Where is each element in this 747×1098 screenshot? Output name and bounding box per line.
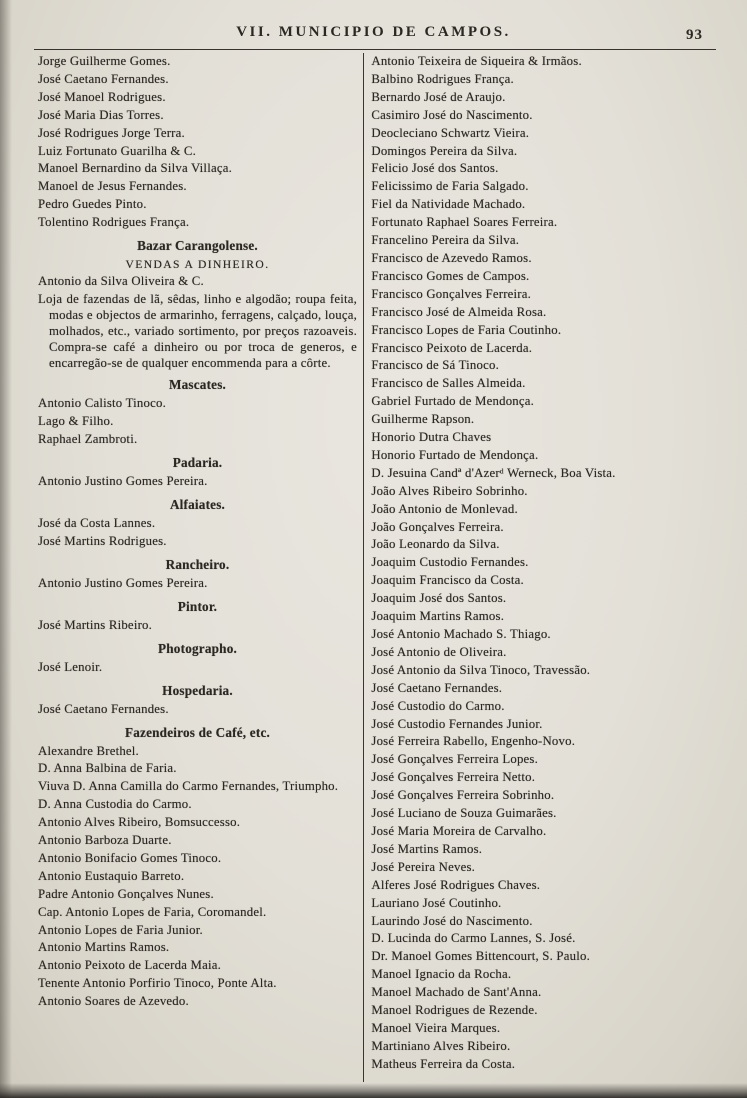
directory-entry: D. Jesuina Candª d'Azerᵈ Werneck, Boa Vista. bbox=[371, 465, 616, 480]
directory-entry: Antonio Teixeira de Siqueira & Irmãos. bbox=[371, 54, 582, 68]
section-heading: Padaria. bbox=[172, 455, 223, 471]
directory-entry: José Ferreira Rabello, Engenho-Novo. bbox=[371, 734, 576, 749]
section-heading: Bazar Carangolense. bbox=[137, 238, 258, 254]
directory-entry: Manoel Rodrigues de Rezende. bbox=[371, 1003, 538, 1018]
directory-entry: Francisco José de Almeida Rosa. bbox=[371, 304, 547, 319]
directory-entry: José Maria Moreira de Carvalho. bbox=[371, 823, 547, 838]
directory-entry: José Martins Rodrigues. bbox=[38, 533, 167, 548]
directory-entry: José Pereira Neves. bbox=[371, 859, 476, 874]
directory-entry: José Custodio Fernandes Junior. bbox=[371, 716, 543, 731]
directory-entry: Luiz Fortunato Guarilha & C. bbox=[38, 143, 197, 158]
directory-entry: D. Lucinda do Carmo Lannes, S. José. bbox=[371, 931, 576, 946]
directory-entry: Manoel Bernardino da Silva Villaça. bbox=[38, 161, 232, 176]
right-column bbox=[364, 53, 722, 1082]
directory-entry: Cap. Antonio Lopes de Faria, Coromandel. bbox=[38, 904, 267, 919]
directory-entry: José Custodio do Carmo. bbox=[371, 698, 505, 713]
directory-entry: José Luciano de Souza Guimarães. bbox=[371, 806, 557, 821]
directory-entry: João Antonio de Monlevad. bbox=[371, 501, 518, 516]
directory-entry: Antonio Justino Gomes Pereira. bbox=[38, 474, 208, 489]
directory-entry: José Maria Dias Torres. bbox=[38, 107, 164, 122]
directory-entry: Jorge Guilherme Gomes. bbox=[38, 54, 171, 68]
directory-entry: José Gonçalves Ferreira Lopes. bbox=[371, 752, 539, 767]
directory-entry: Manoel de Jesus Fernandes. bbox=[38, 179, 187, 194]
directory-entry: João Alves Ribeiro Sobrinho. bbox=[371, 483, 528, 498]
left-column bbox=[38, 53, 363, 1082]
section-heading: Photographo. bbox=[158, 640, 237, 656]
directory-entry: Francisco Gonçalves Ferreira. bbox=[371, 286, 532, 301]
description-paragraph: Loja de fazendas de lã, sêdas, linho e algodão; roupa feita, modas e objectos de armarinho, ferragens, calçado, louça, molhados, etc., variado sortimento, por preços razoaveis. Compra-se café a dinheiro ou por troca de generos, e encarregão-se de qualquer encommenda para a côrte. bbox=[38, 291, 357, 371]
directory-entry: João Leonardo da Silva. bbox=[371, 537, 500, 552]
directory-entry: Alferes José Rodrigues Chaves. bbox=[371, 877, 541, 892]
page-number: 93 bbox=[686, 27, 703, 43]
directory-entry: Francisco Peixoto de Lacerda. bbox=[371, 340, 533, 355]
directory-entry: Matheus Ferreira da Costa. bbox=[371, 1056, 516, 1071]
directory-entry: Antonio Soares de Azevedo. bbox=[38, 994, 189, 1009]
directory-entry: José Antonio Machado S. Thiago. bbox=[371, 627, 551, 641]
directory-entry: José Gonçalves Ferreira Netto. bbox=[371, 770, 536, 785]
section-heading: Fazendeiros de Café, etc. bbox=[124, 724, 270, 740]
section-heading: Hospedaria. bbox=[162, 682, 233, 698]
directory-entry: Deocleciano Schwartz Vieira. bbox=[371, 125, 530, 140]
directory-entry: José Rodrigues Jorge Terra. bbox=[38, 125, 185, 140]
directory-entry: Felicissimo de Faria Salgado. bbox=[371, 179, 529, 194]
directory-entry: Francisco de Salles Almeida. bbox=[371, 376, 526, 391]
directory-entry: Honorio Furtado de Mendonça. bbox=[371, 447, 539, 462]
directory-entry: D. Anna Balbina de Faria. bbox=[38, 761, 177, 776]
directory-entry: Raphael Zambroti. bbox=[38, 432, 138, 447]
section-heading: Pintor. bbox=[177, 598, 218, 614]
directory-entry: Gabriel Furtado de Mendonça. bbox=[371, 394, 535, 409]
directory-entry: José da Costa Lannes. bbox=[38, 516, 156, 531]
section-subheading: VENDAS A DINHEIRO. bbox=[125, 258, 270, 272]
directory-entry: Domingos Pereira da Silva. bbox=[371, 143, 518, 158]
directory-entry: José Gonçalves Ferreira Sobrinho. bbox=[371, 788, 555, 803]
directory-entry: Fiel da Natividade Machado. bbox=[371, 197, 526, 212]
directory-entry: Manoel Machado de Sant'Anna. bbox=[371, 985, 542, 1000]
directory-entry: Antonio Bonifacio Gomes Tinoco. bbox=[38, 850, 222, 865]
directory-entry: Casimiro José do Nascimento. bbox=[371, 107, 533, 122]
directory-entry: Antonio Barboza Duarte. bbox=[38, 833, 172, 848]
directory-entry: Francisco de Sá Tinoco. bbox=[371, 358, 499, 373]
directory-entry: José Martins Ramos. bbox=[371, 841, 483, 856]
directory-entry: Tolentino Rodrigues França. bbox=[38, 215, 190, 230]
directory-entry: Guilherme Rapson. bbox=[371, 412, 475, 427]
directory-entry: Lauriano José Coutinho. bbox=[371, 895, 502, 910]
directory-entry: Joaquim Custodio Fernandes. bbox=[371, 555, 529, 570]
directory-entry: José Lenoir. bbox=[38, 659, 103, 674]
directory-entry: João Gonçalves Ferreira. bbox=[371, 519, 504, 534]
directory-entry: Antonio Calisto Tinoco. bbox=[38, 396, 166, 411]
section-heading: Rancheiro. bbox=[165, 556, 230, 572]
directory-entry: Laurindo José do Nascimento. bbox=[371, 913, 533, 928]
directory-entry: José Caetano Fernandes. bbox=[371, 680, 503, 695]
directory-entry: Francelino Pereira da Silva. bbox=[371, 233, 520, 248]
directory-entry: Francisco de Azevedo Ramos. bbox=[371, 250, 532, 265]
directory-entry: Tenente Antonio Porfirio Tinoco, Ponte Alta. bbox=[38, 976, 277, 991]
directory-entry: Joaquim José dos Santos. bbox=[371, 591, 507, 606]
header-rule bbox=[34, 49, 716, 50]
directory-entry: Manoel Ignacio da Rocha. bbox=[371, 967, 512, 982]
two-column-body bbox=[38, 53, 722, 1082]
page-title: VII. MUNICIPIO DE CAMPOS. bbox=[236, 24, 511, 40]
directory-entry: Martiniano Alves Ribeiro. bbox=[371, 1038, 511, 1053]
directory-entry: José Martins Ribeiro. bbox=[38, 617, 153, 632]
directory-entry: Antonio Justino Gomes Pereira. bbox=[38, 575, 208, 590]
directory-entry: Antonio Eustaquio Barreto. bbox=[38, 868, 185, 883]
directory-entry: José Antonio de Oliveira. bbox=[371, 644, 507, 659]
directory-entry: Padre Antonio Gonçalves Nunes. bbox=[38, 886, 214, 901]
directory-entry: Antonio Alves Ribeiro, Bomsuccesso. bbox=[38, 815, 241, 830]
directory-entry: Francisco Gomes de Campos. bbox=[371, 268, 530, 283]
directory-entry: José Caetano Fernandes. bbox=[38, 71, 169, 86]
directory-entry: Antonio Martins Ramos. bbox=[38, 940, 170, 955]
directory-entry: Antonio Lopes de Faria Junior. bbox=[38, 922, 203, 937]
directory-entry: José Caetano Fernandes. bbox=[38, 701, 169, 716]
directory-entry: Bernardo José de Araujo. bbox=[371, 89, 506, 104]
directory-entry: Felicio José dos Santos. bbox=[371, 161, 499, 176]
directory-entry: Antonio da Silva Oliveira & C. bbox=[38, 274, 204, 289]
directory-entry: Manoel Vieira Marques. bbox=[371, 1020, 501, 1035]
section-heading: Alfaiates. bbox=[169, 497, 226, 513]
directory-entry: Lago & Filho. bbox=[38, 414, 114, 429]
directory-entry: D. Anna Custodia do Carmo. bbox=[38, 797, 192, 812]
directory-entry: Honorio Dutra Chaves bbox=[371, 430, 492, 445]
directory-entry: José Manoel Rodrigues. bbox=[38, 89, 166, 104]
section-heading: Mascates. bbox=[168, 377, 227, 393]
directory-entry: José Antonio da Silva Tinoco, Travessão. bbox=[371, 662, 591, 677]
directory-entry: Balbino Rodrigues França. bbox=[371, 71, 514, 86]
directory-entry: Joaquim Francisco da Costa. bbox=[371, 573, 524, 588]
directory-entry: Joaquim Martins Ramos. bbox=[371, 609, 505, 624]
directory-entry: Alexandre Brethel. bbox=[38, 743, 139, 758]
directory-entry: Pedro Guedes Pinto. bbox=[38, 197, 147, 212]
directory-entry: Fortunato Raphael Soares Ferreira. bbox=[371, 215, 558, 230]
directory-entry: Antonio Peixoto de Lacerda Maia. bbox=[38, 958, 222, 973]
directory-entry: Dr. Manoel Gomes Bittencourt, S. Paulo. bbox=[371, 949, 590, 964]
directory-entry: Viuva D. Anna Camilla do Carmo Fernandes, Triumpho. bbox=[38, 779, 339, 794]
directory-entry: Francisco Lopes de Faria Coutinho. bbox=[371, 322, 562, 337]
